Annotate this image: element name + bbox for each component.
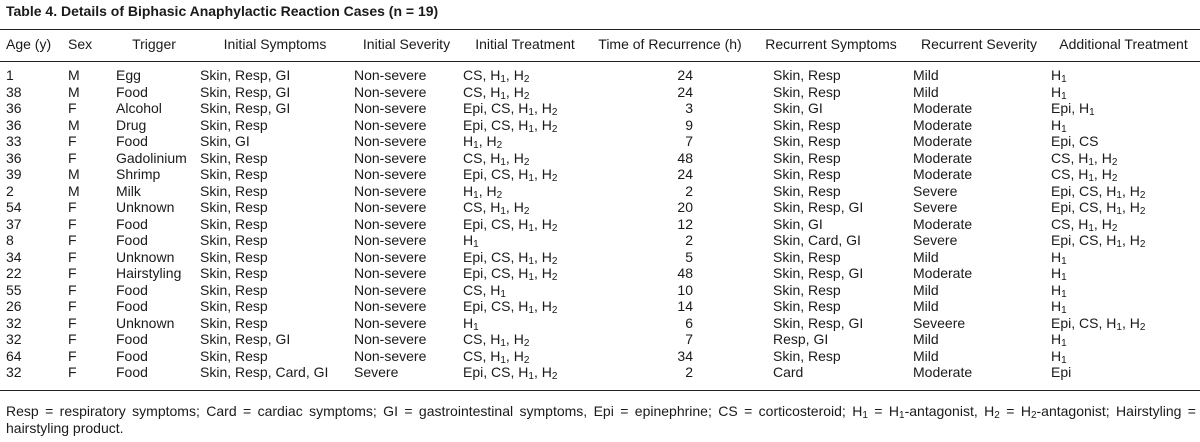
col-header-age: Age (y) xyxy=(6,36,52,52)
table-row xyxy=(0,282,1200,299)
cell-additional-treatment: $H_1$ xyxy=(1051,331,1067,349)
col-header-initial-treatment: Initial Treatment xyxy=(475,36,575,52)
cell-recurrent-severity: Severe xyxy=(913,182,958,199)
cell-initial-severity: Non-severe xyxy=(354,347,427,364)
cell-initial-severity: Non-severe xyxy=(354,248,427,265)
cell-age: 1 xyxy=(6,67,14,83)
cell-recurrent-symptoms: Skin, Resp xyxy=(773,298,841,314)
cell-age: 2 xyxy=(6,182,14,199)
cell-additional-treatment: Epi, CS xyxy=(1051,133,1099,149)
cell-time-of-recurrence: 2 xyxy=(685,182,693,199)
cell-initial-symptoms: Skin, Resp xyxy=(200,298,268,314)
table-row xyxy=(0,348,1200,365)
cell-recurrent-symptoms: Skin, Resp xyxy=(773,248,841,265)
cell-additional-treatment: $H_1$ xyxy=(1051,347,1067,366)
cell-recurrent-symptoms: Skin, Resp xyxy=(773,67,841,83)
cell-sex: F xyxy=(68,281,77,298)
cell-initial-treatment: $H_1$ xyxy=(463,232,479,250)
cell-trigger: Unknown xyxy=(116,248,175,265)
cell-initial-symptoms: Skin, Resp xyxy=(200,149,268,166)
biphasic-cases-table xyxy=(0,36,1200,381)
cell-time-of-recurrence: 12 xyxy=(677,215,693,232)
cell-age: 55 xyxy=(6,281,22,298)
cell-recurrent-symptoms: Skin, Resp xyxy=(773,133,841,149)
table-row xyxy=(0,216,1200,233)
cell-trigger: Food xyxy=(116,232,148,248)
cell-recurrent-severity: Seveere xyxy=(913,314,966,331)
cell-sex: F xyxy=(68,347,77,364)
cell-initial-treatment: Epi, CS, $H_1$, $H_2$ xyxy=(463,364,558,382)
cell-trigger: Egg xyxy=(116,67,141,83)
cell-time-of-recurrence: 7 xyxy=(685,133,693,149)
cell-initial-treatment: $H_1$, $H_2$ xyxy=(463,133,503,151)
cell-initial-symptoms: Skin, Resp xyxy=(200,116,268,133)
cell-recurrent-symptoms: Skin, Resp xyxy=(773,182,841,199)
cell-recurrent-symptoms: Skin, Resp xyxy=(773,166,841,182)
cell-time-of-recurrence: 2 xyxy=(685,364,693,380)
cell-recurrent-symptoms: Skin, GI xyxy=(773,215,823,232)
cell-age: 26 xyxy=(6,298,22,314)
cell-trigger: Gadolinium xyxy=(116,149,187,166)
cell-time-of-recurrence: 10 xyxy=(677,281,693,298)
cell-additional-treatment: $H_1$ xyxy=(1051,248,1067,267)
cell-time-of-recurrence: 48 xyxy=(677,265,693,281)
cell-initial-severity: Non-severe xyxy=(354,199,427,215)
table-row xyxy=(0,199,1200,216)
col-header-initial-severity: Initial Severity xyxy=(362,36,451,52)
cell-trigger: Food xyxy=(116,281,148,298)
cell-recurrent-severity: Moderate xyxy=(913,149,973,166)
cell-additional-treatment: CS, $H_1$, $H_2$ xyxy=(1051,149,1118,168)
cell-time-of-recurrence: 24 xyxy=(677,67,693,83)
cell-initial-treatment: CS, $H_1$, $H_2$ xyxy=(463,347,530,366)
cell-recurrent-symptoms: Skin, GI xyxy=(773,100,823,116)
cell-trigger: Shrimp xyxy=(116,166,161,182)
cell-additional-treatment: Epi, $H_1$ xyxy=(1051,100,1095,118)
table-caption: Table 4. Details of Biphasic Anaphylactic Reaction Cases (n = 19) xyxy=(6,3,439,19)
cell-age: 32 xyxy=(6,314,22,331)
cell-recurrent-severity: Mild xyxy=(913,298,939,314)
cell-additional-treatment: $H_1$ xyxy=(1051,298,1067,316)
cell-initial-severity: Non-severe xyxy=(354,67,427,83)
col-header-recurrent-severity: Recurrent Severity xyxy=(921,36,1037,52)
table-row xyxy=(0,150,1200,167)
cell-initial-treatment: CS, $H_1$, $H_2$ xyxy=(463,331,530,349)
cell-age: 33 xyxy=(6,133,22,149)
cell-time-of-recurrence: 34 xyxy=(677,347,693,364)
cell-sex: F xyxy=(68,298,77,314)
cell-initial-treatment: Epi, CS, $H_1$, $H_2$ xyxy=(463,248,558,267)
cell-initial-treatment: CS, $H_1$ xyxy=(463,281,506,300)
col-header-time-of-recurrence: Time of Recurrence (h) xyxy=(598,36,742,52)
cell-initial-severity: Non-severe xyxy=(354,232,427,248)
cell-additional-treatment: Epi, CS, $H_1$, $H_2$ xyxy=(1051,314,1146,333)
cell-sex: M xyxy=(68,116,80,133)
cell-recurrent-severity: Mild xyxy=(913,331,939,347)
cell-trigger: Unknown xyxy=(116,199,175,215)
cell-recurrent-severity: Moderate xyxy=(913,166,973,182)
cell-initial-treatment: Epi, CS, $H_1$, $H_2$ xyxy=(463,166,558,184)
cell-initial-severity: Non-severe xyxy=(354,215,427,232)
cell-initial-symptoms: Skin, Resp xyxy=(200,314,268,331)
col-header-sex: Sex xyxy=(68,36,93,52)
cell-additional-treatment: CS, $H_1$, $H_2$ xyxy=(1051,166,1118,184)
cell-trigger: Food xyxy=(116,364,148,380)
cell-recurrent-severity: Moderate xyxy=(913,133,973,149)
cell-sex: F xyxy=(68,364,77,380)
cell-additional-treatment: $H_1$ xyxy=(1051,265,1067,283)
cell-additional-treatment: Epi, CS, $H_1$, $H_2$ xyxy=(1051,182,1146,201)
table-body xyxy=(0,57,1200,381)
cell-recurrent-symptoms: Skin, Resp xyxy=(773,116,841,133)
cell-sex: F xyxy=(68,248,77,265)
table-row xyxy=(0,166,1200,183)
cell-age: 36 xyxy=(6,116,22,133)
cell-recurrent-symptoms: Skin, Resp, GI xyxy=(773,265,864,281)
cell-age: 64 xyxy=(6,347,22,364)
cell-additional-treatment: Epi, CS, $H_1$, $H_2$ xyxy=(1051,199,1146,217)
cell-initial-symptoms: Skin, Resp xyxy=(200,199,268,215)
cell-time-of-recurrence: 6 xyxy=(685,314,693,331)
cell-trigger: Food xyxy=(116,298,148,314)
cell-initial-severity: Non-severe xyxy=(354,149,427,166)
table-row xyxy=(0,100,1200,117)
cell-initial-severity: Non-severe xyxy=(354,133,427,149)
cell-recurrent-severity: Severe xyxy=(913,199,958,215)
cell-initial-treatment: $H_1$ xyxy=(463,314,479,333)
cell-trigger: Unknown xyxy=(116,314,175,331)
cell-additional-treatment: CS, $H_1$, $H_2$ xyxy=(1051,215,1118,234)
table-row xyxy=(0,232,1200,249)
table-row xyxy=(0,298,1200,315)
cell-recurrent-severity: Moderate xyxy=(913,116,973,133)
cell-additional-treatment: Epi, CS, $H_1$, $H_2$ xyxy=(1051,232,1146,250)
cell-initial-severity: Non-severe xyxy=(354,314,427,331)
cell-recurrent-symptoms: Skin, Resp xyxy=(773,149,841,166)
cell-sex: M xyxy=(68,83,80,100)
cell-recurrent-symptoms: Skin, Resp xyxy=(773,281,841,298)
cell-recurrent-symptoms: Skin, Resp xyxy=(773,83,841,100)
cell-age: 32 xyxy=(6,364,22,380)
cell-initial-symptoms: Skin, Resp xyxy=(200,232,268,248)
cell-initial-treatment: Epi, CS, $H_1$, $H_2$ xyxy=(463,265,558,283)
cell-recurrent-severity: Severe xyxy=(913,232,958,248)
table-row xyxy=(0,364,1200,381)
cell-time-of-recurrence: 24 xyxy=(677,166,693,182)
cell-recurrent-severity: Mild xyxy=(913,281,939,298)
cell-sex: F xyxy=(68,149,77,166)
cell-time-of-recurrence: 24 xyxy=(677,83,693,100)
table-row xyxy=(0,183,1200,200)
col-header-additional-treatment: Additional Treatment xyxy=(1059,36,1188,52)
cell-time-of-recurrence: 7 xyxy=(685,331,693,347)
cell-trigger: Food xyxy=(116,215,148,232)
cell-age: 8 xyxy=(6,232,14,248)
cell-recurrent-severity: Mild xyxy=(913,83,939,100)
cell-time-of-recurrence: 5 xyxy=(685,248,693,265)
cell-time-of-recurrence: 2 xyxy=(685,232,693,248)
cell-trigger: Drug xyxy=(116,116,147,133)
cell-initial-treatment: Epi, CS, $H_1$, $H_2$ xyxy=(463,100,558,118)
cell-initial-symptoms: Skin, Resp, GI xyxy=(200,331,291,347)
cell-trigger: Food xyxy=(116,347,148,364)
table-row xyxy=(0,331,1200,348)
cell-initial-severity: Non-severe xyxy=(354,166,427,182)
cell-recurrent-symptoms: Skin, Resp xyxy=(773,347,841,364)
cell-sex: F xyxy=(68,199,77,215)
cell-sex: F xyxy=(68,265,77,281)
cell-initial-severity: Severe xyxy=(354,364,399,380)
cell-sex: F xyxy=(68,100,77,116)
cell-age: 38 xyxy=(6,83,22,100)
cell-sex: F xyxy=(68,133,77,149)
cell-initial-treatment: CS, $H_1$, $H_2$ xyxy=(463,199,530,217)
col-header-initial-symptoms: Initial Symptoms xyxy=(223,36,327,52)
cell-initial-treatment: Epi, CS, $H_1$, $H_2$ xyxy=(463,298,558,316)
cell-recurrent-severity: Moderate xyxy=(913,100,973,116)
cell-initial-severity: Non-severe xyxy=(354,331,427,347)
cell-sex: F xyxy=(68,331,77,347)
cell-initial-severity: Non-severe xyxy=(354,265,427,281)
table-row xyxy=(0,265,1200,282)
cell-trigger: Milk xyxy=(116,182,141,199)
cell-age: 54 xyxy=(6,199,22,215)
cell-initial-symptoms: Skin, GI xyxy=(200,133,250,149)
cell-initial-treatment: CS, $H_1$, $H_2$ xyxy=(463,149,530,168)
cell-age: 34 xyxy=(6,248,22,265)
cell-initial-symptoms: Skin, Resp xyxy=(200,347,268,364)
col-header-trigger: Trigger xyxy=(132,36,176,52)
cell-recurrent-symptoms: Card xyxy=(773,364,804,380)
cell-initial-symptoms: Skin, Resp, Card, GI xyxy=(200,364,329,380)
cell-trigger: Food xyxy=(116,83,148,100)
cell-recurrent-severity: Mild xyxy=(913,67,939,83)
cell-age: 36 xyxy=(6,149,22,166)
cell-trigger: Hairstyling xyxy=(116,265,182,281)
cell-age: 37 xyxy=(6,215,22,232)
cell-recurrent-symptoms: Skin, Resp, GI xyxy=(773,199,864,215)
cell-initial-symptoms: Skin, Resp xyxy=(200,281,268,298)
cell-initial-symptoms: Skin, Resp, GI xyxy=(200,83,291,100)
cell-initial-severity: Non-severe xyxy=(354,298,427,314)
cell-initial-severity: Non-severe xyxy=(354,100,427,116)
table-row xyxy=(0,133,1200,150)
cell-initial-treatment: Epi, CS, $H_1$, $H_2$ xyxy=(463,116,558,135)
cell-sex: F xyxy=(68,215,77,232)
col-header-recurrent-symptoms: Recurrent Symptoms xyxy=(765,36,897,52)
cell-initial-symptoms: Skin, Resp xyxy=(200,182,268,199)
cell-initial-severity: Non-severe xyxy=(354,281,427,298)
cell-trigger: Alcohol xyxy=(116,100,162,116)
bottom-rule xyxy=(0,390,1200,391)
cell-initial-symptoms: Skin, Resp xyxy=(200,248,268,265)
cell-age: 39 xyxy=(6,166,22,182)
cell-initial-symptoms: Skin, Resp xyxy=(200,265,268,281)
cell-recurrent-symptoms: Resp, GI xyxy=(773,331,829,347)
cell-recurrent-symptoms: Skin, Resp, GI xyxy=(773,314,864,331)
cell-additional-treatment: $H_1$ xyxy=(1051,83,1067,102)
cell-age: 22 xyxy=(6,265,22,281)
cell-sex: M xyxy=(68,182,80,199)
cell-recurrent-severity: Mild xyxy=(913,347,939,364)
cell-time-of-recurrence: 20 xyxy=(677,199,693,215)
cell-initial-severity: Non-severe xyxy=(354,116,427,133)
cell-additional-treatment: $H_1$ xyxy=(1051,116,1067,135)
cell-trigger: Food xyxy=(116,331,148,347)
cell-additional-treatment: $H_1$ xyxy=(1051,281,1067,300)
cell-time-of-recurrence: 9 xyxy=(685,116,693,133)
cell-sex: F xyxy=(68,314,77,331)
table-row xyxy=(0,57,1200,84)
cell-initial-treatment: Epi, CS, $H_1$, $H_2$ xyxy=(463,215,558,234)
cell-initial-treatment: $H_1$, $H_2$ xyxy=(463,182,503,201)
cell-sex: F xyxy=(68,232,77,248)
cell-time-of-recurrence: 14 xyxy=(677,298,693,314)
cell-recurrent-severity: Moderate xyxy=(913,364,973,380)
cell-initial-symptoms: Skin, Resp xyxy=(200,215,268,232)
cell-time-of-recurrence: 48 xyxy=(677,149,693,166)
cell-recurrent-symptoms: Skin, Card, GI xyxy=(773,232,861,248)
cell-recurrent-severity: Moderate xyxy=(913,265,973,281)
cell-initial-symptoms: Skin, Resp xyxy=(200,166,268,182)
table-row xyxy=(0,117,1200,134)
cell-sex: M xyxy=(68,67,80,83)
table-row xyxy=(0,249,1200,266)
cell-trigger: Food xyxy=(116,133,148,149)
cell-initial-severity: Non-severe xyxy=(354,83,427,100)
header-row xyxy=(0,36,1200,57)
cell-recurrent-severity: Mild xyxy=(913,248,939,265)
cell-recurrent-severity: Moderate xyxy=(913,215,973,232)
cell-additional-treatment: $H_1$ xyxy=(1051,67,1067,85)
table-row xyxy=(0,315,1200,332)
top-rule xyxy=(0,29,1200,30)
cell-initial-severity: Non-severe xyxy=(354,182,427,199)
table-footnote: Resp = respiratory symptoms; Card = cardiac symptoms; GI = gastrointestinal symptoms, Epi = epinephrine; CS = corticosteroid; $H_1$ = $H_1$-antagonist, $H_2$ = $H_2$-antagonist; Hairstyling = hairstyling product. xyxy=(6,403,1196,436)
cell-age: 36 xyxy=(6,100,22,116)
cell-initial-symptoms: Skin, Resp, GI xyxy=(200,100,291,116)
cell-age: 32 xyxy=(6,331,22,347)
cell-time-of-recurrence: 3 xyxy=(685,100,693,116)
cell-sex: M xyxy=(68,166,80,182)
cell-initial-symptoms: Skin, Resp, GI xyxy=(200,67,291,83)
cell-initial-treatment: CS, $H_1$, $H_2$ xyxy=(463,83,530,102)
cell-additional-treatment: Epi xyxy=(1051,364,1072,380)
table-row xyxy=(0,84,1200,101)
cell-initial-treatment: CS, $H_1$, $H_2$ xyxy=(463,67,530,85)
